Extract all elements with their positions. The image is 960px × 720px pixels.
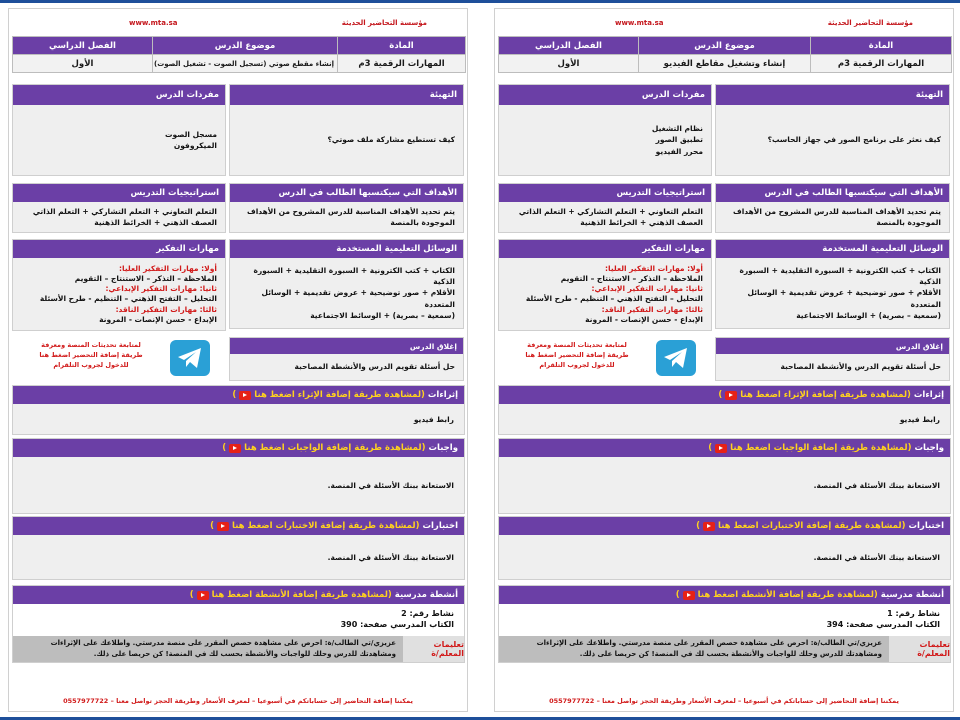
warmup-text: كيف تستطيع مشاركة ملف صوتي؟ — [230, 105, 463, 175]
teacher-label: تعليمات المعلم/ة — [888, 636, 950, 662]
enrichment-text: رابط فيديو — [13, 404, 464, 434]
aid-line: الأقلام + صور توضيحية + عروض تقديمية + الوسائل المتعددة — [261, 288, 455, 309]
aids-title: الوسائل التعليمية المستخدمة — [716, 240, 949, 258]
strategies-title: استراتيجيات التدريس — [13, 184, 225, 202]
objectives-box — [229, 183, 464, 233]
enrichment-header: إثراءات (لمشاهدة طريقة إضافة الإثراء اضغط هنا ) — [13, 386, 464, 404]
strategies-text — [499, 202, 711, 232]
closing-title: إغلاق الدرس — [230, 338, 463, 354]
aid-line: الكتاب + كتب الكترونية + السبورة التقليدية + السبورة الذكية — [253, 265, 455, 287]
warmup-box — [715, 84, 950, 176]
activity-info — [13, 604, 464, 634]
tests-text: الاستعانة ببنك الأسئلة في المنصة. — [499, 535, 950, 579]
vocab-item: نظام التشغيل — [651, 124, 703, 134]
website-link[interactable]: www.mta.sa — [615, 19, 664, 27]
thinking-heading: ثانيا: مهارات التفكير الإبداعي: — [591, 284, 703, 294]
warmup-title: التهيئة — [230, 85, 463, 105]
closing-box — [229, 337, 464, 381]
thinking-text — [13, 258, 225, 330]
youtube-play-icon[interactable] — [703, 522, 715, 531]
semester-value: الأول — [499, 55, 639, 73]
telegram-text[interactable]: لمتابعة تحديثات المنصة ومعرفة طريقة إضافة التحضير اضغط هنا للدخول لجروب التلقرام — [39, 341, 143, 369]
homework-header: واجبات (لمشاهدة طريقة إضافة الواجبات اضغط هنا ) — [13, 439, 464, 457]
lesson-plan-page-2 — [8, 8, 468, 712]
vocab-box — [498, 84, 712, 176]
tests-howto-link[interactable]: (لمشاهدة طريقة إضافة الاختبارات اضغط هنا — [232, 521, 420, 531]
activities-header: أنشطة مدرسية (لمشاهدة طريقة إضافة الأنشطة اضغط هنا ) — [13, 586, 464, 604]
teacher-label: تعليمات المعلم/ة — [402, 636, 464, 662]
strategy-line: التعلم التعاوني + التعلم التشاركي + التعلم الذاتي — [518, 206, 703, 216]
activity-page: 394 — [826, 620, 844, 630]
homework-title: واجبات — [914, 443, 944, 453]
telegram-promo[interactable] — [12, 335, 226, 381]
activities-title: أنشطة مدرسية — [880, 590, 944, 600]
tests-title: اختبارات — [422, 521, 458, 531]
enrichment-howto-link[interactable]: (لمشاهدة طريقة إضافة الإثراء اضغط هنا — [254, 390, 425, 400]
footer-contact: يمكننا إضافة التحاضير إلى حساباتكم في أسبوعيا – لمعرف الأسعار وطريقة الحجز تواصل معنا – 0557977722 — [63, 697, 413, 705]
strategies-title: استراتيجيات التدريس — [499, 184, 711, 202]
teacher-text: عزيزي/تي الطالب/ة: احرص على مشاهدة حصص المقرر على منصة مدرستي. واطلاعك على الإثراءات ومشاهدتك للدرس وحلك للواجبات والأنشطة بحسب لك في المنصة! كن حريصا على ذلك. — [13, 636, 402, 662]
topic-header: موضوع الدرس — [639, 37, 811, 55]
aids-box — [715, 239, 950, 329]
topic-value: إنشاء وتشغيل مقاطع الفيديو — [639, 55, 811, 73]
homework-howto-link[interactable]: (لمشاهدة طريقة إضافة الواجبات اضغط هنا — [730, 443, 912, 453]
tests-header: اختبارات (لمشاهدة طريقة إضافة الاختبارات اضغط هنا ) — [499, 517, 950, 535]
institution-name: مؤسسة التحاضير الحديثة — [341, 19, 427, 27]
semester-value: الأول — [13, 55, 153, 73]
vocab-item: تطبيق الصور — [655, 135, 703, 145]
thinking-heading: ثالثا: مهارات التفكير الناقد: — [601, 304, 703, 314]
tests-title: اختبارات — [908, 521, 944, 531]
subject-header: المادة — [811, 37, 952, 55]
thinking-box — [498, 239, 712, 331]
telegram-promo[interactable] — [498, 335, 712, 381]
aid-line: (سمعية – بصرية) + الوسائط الاجتماعية — [310, 310, 455, 320]
tests-howto-link[interactable]: (لمشاهدة طريقة إضافة الاختبارات اضغط هنا — [718, 521, 906, 531]
thinking-box — [12, 239, 226, 331]
homework-text: الاستعانة ببنك الأسئلة في المنصة. — [13, 457, 464, 513]
aids-title: الوسائل التعليمية المستخدمة — [230, 240, 463, 258]
activities-section — [498, 585, 951, 663]
youtube-play-icon[interactable] — [725, 391, 737, 400]
thinking-line: الملاحظة – التذكر – الاستنتاج – التقويم — [74, 274, 217, 284]
strategy-line: العصف الذهني + الخرائط الذهنية — [580, 218, 703, 227]
thinking-line: الإبداع - حسن الإنصات - المرونة — [99, 314, 217, 324]
homework-text: الاستعانة ببنك الأسئلة في المنصة. — [499, 457, 950, 513]
institution-name: مؤسسة التحاضير الحديثة — [827, 19, 913, 27]
youtube-play-icon[interactable] — [239, 391, 251, 400]
thinking-line: الإبداع - حسن الإنصات - المرونة — [585, 314, 703, 324]
vocab-box — [12, 84, 226, 176]
topic-header: موضوع الدرس — [153, 37, 338, 55]
enrichment-title: إثراءات — [913, 390, 944, 400]
enrichment-header: إثراءات (لمشاهدة طريقة إضافة الإثراء اضغط هنا ) — [499, 386, 950, 404]
strategy-line: العصف الذهني + الخرائط الذهنية — [94, 218, 217, 227]
vocab-item: محرر الفيديو — [655, 146, 703, 156]
activity-num: 2 — [401, 609, 407, 618]
thinking-heading: ثالثا: مهارات التفكير الناقد: — [115, 304, 217, 314]
activity-info — [499, 604, 950, 634]
vocab-item: الميكروفون — [173, 141, 217, 150]
activities-header: أنشطة مدرسية (لمشاهدة طريقة إضافة الأنشطة اضغط هنا ) — [499, 586, 950, 604]
strategies-box — [12, 183, 226, 233]
thinking-title: مهارات التفكير — [499, 240, 711, 258]
vocab-title: مفردات الدرس — [499, 85, 711, 105]
activities-section — [12, 585, 465, 663]
teacher-instructions — [13, 636, 464, 662]
activities-howto-link[interactable]: (لمشاهدة طريقة إضافة الأنشطة اضغط هنا — [211, 590, 392, 600]
aids-text — [230, 258, 463, 328]
closing-text: حل أسئلة تقويم الدرس والأنشطة المصاحبة — [230, 354, 463, 380]
objectives-title: الأهداف التي سيكتسبها الطالب في الدرس — [230, 184, 463, 202]
vocab-title: مفردات الدرس — [13, 85, 225, 105]
tests-section — [12, 516, 465, 580]
activities-title: أنشطة مدرسية — [394, 590, 458, 600]
vocab-item: مسجل الصوت — [164, 129, 217, 139]
homework-howto-link[interactable]: (لمشاهدة طريقة إضافة الواجبات اضغط هنا — [244, 443, 426, 453]
activity-page-label: الكتاب المدرسي صفحة: — [360, 620, 454, 630]
youtube-play-icon[interactable] — [683, 591, 695, 600]
youtube-play-icon[interactable] — [217, 522, 229, 531]
aids-text — [716, 258, 949, 328]
warmup-box — [229, 84, 464, 176]
homework-header: واجبات (لمشاهدة طريقة إضافة الواجبات اضغط هنا ) — [499, 439, 950, 457]
youtube-play-icon[interactable] — [715, 444, 727, 453]
tests-header: اختبارات (لمشاهدة طريقة إضافة الاختبارات اضغط هنا ) — [13, 517, 464, 535]
closing-text: حل أسئلة تقويم الدرس والأنشطة المصاحبة — [716, 354, 949, 380]
enrichment-section — [12, 385, 465, 435]
aid-line: الأقلام + صور توضيحية + عروض تقديمية + الوسائل المتعددة — [747, 288, 941, 309]
lesson-plan-page-1 — [494, 8, 954, 712]
thinking-heading: ثانيا: مهارات التفكير الإبداعي: — [105, 284, 217, 294]
semester-header: الفصل الدراسي — [13, 37, 153, 55]
activity-num-label: نشاط رقم: — [895, 609, 940, 618]
objectives-text: يتم تحديد الأهداف المناسبة للدرس المشروح من الأهداف الموجودة بالمنصة — [716, 202, 949, 232]
thinking-title: مهارات التفكير — [13, 240, 225, 258]
homework-section — [12, 438, 465, 514]
objectives-title: الأهداف التي سيكتسبها الطالب في الدرس — [716, 184, 949, 202]
enrichment-howto-link[interactable]: (لمشاهدة طريقة إضافة الإثراء اضغط هنا — [740, 390, 911, 400]
enrichment-text: رابط فيديو — [499, 404, 950, 434]
telegram-icon[interactable] — [170, 340, 210, 376]
aid-line: (سمعية – بصرية) + الوسائط الاجتماعية — [796, 310, 941, 320]
aid-line: الكتاب + كتب الكترونية + السبورة التقليدية + السبورة الذكية — [739, 265, 941, 287]
thinking-heading: أولا: مهارات التفكير العليا: — [605, 264, 703, 273]
closing-box — [715, 337, 950, 381]
youtube-play-icon[interactable] — [229, 444, 241, 453]
teacher-text: عزيزي/تي الطالب/ة: احرص على مشاهدة حصص المقرر على منصة مدرستي. واطلاعك على الإثراءات ومشاهدتك للدرس وحلك للواجبات والأنشطة بحسب لك في المنصة! كن حريصا على ذلك. — [499, 636, 888, 662]
thinking-line: الملاحظة – التذكر – الاستنتاج – التقويم — [560, 274, 703, 284]
semester-header: الفصل الدراسي — [499, 37, 639, 55]
subject-value: المهارات الرقمية 3م — [338, 55, 466, 73]
warmup-title: التهيئة — [716, 85, 949, 105]
warmup-text: كيف نعثر على برنامج الصور في جهاز الحاسب؟ — [716, 105, 949, 175]
thinking-line: التحليل – التفتح الذهني – التنظيم - طرح الأسئلة — [525, 294, 703, 304]
topic-value: إنشاء مقطع صوتي (تسجيل الصوت - تشغيل الصوت) — [153, 55, 338, 73]
activities-howto-link[interactable]: (لمشاهدة طريقة إضافة الأنشطة اضغط هنا — [697, 590, 878, 600]
footer-contact: يمكننا إضافة التحاضير إلى حساباتكم في أسبوعيا – لمعرف الأسعار وطريقة الحجز تواصل معنا – 0557977722 — [549, 697, 899, 705]
subject-header: المادة — [338, 37, 466, 55]
thinking-text — [499, 258, 711, 330]
website-link[interactable]: www.mta.sa — [129, 19, 178, 27]
objectives-box — [715, 183, 950, 233]
activity-num: 1 — [887, 609, 893, 618]
thinking-heading: أولا: مهارات التفكير العليا: — [119, 264, 217, 273]
homework-section — [498, 438, 951, 514]
youtube-play-icon[interactable] — [197, 591, 209, 600]
teacher-instructions — [499, 636, 950, 662]
frame-top-border — [0, 0, 960, 3]
activity-page: 390 — [340, 620, 358, 630]
enrichment-section — [498, 385, 951, 435]
subject-value: المهارات الرقمية 3م — [811, 55, 952, 73]
objectives-text: يتم تحديد الأهداف المناسبة للدرس المشروح من الأهداف الموجودة بالمنصة — [230, 202, 463, 232]
activity-num-label: نشاط رقم: — [409, 609, 454, 618]
aids-box — [229, 239, 464, 329]
strategies-text — [13, 202, 225, 232]
telegram-icon[interactable] — [656, 340, 696, 376]
tests-text: الاستعانة ببنك الأسئلة في المنصة. — [13, 535, 464, 579]
enrichment-title: إثراءات — [427, 390, 458, 400]
homework-title: واجبات — [428, 443, 458, 453]
strategies-box — [498, 183, 712, 233]
activity-page-label: الكتاب المدرسي صفحة: — [846, 620, 940, 630]
vocab-list — [499, 105, 711, 175]
thinking-line: التحليل – التفتح الذهني – التنظيم - طرح الأسئلة — [39, 294, 217, 304]
subject-table — [12, 36, 466, 73]
subject-table — [498, 36, 952, 73]
closing-title: إغلاق الدرس — [716, 338, 949, 354]
tests-section — [498, 516, 951, 580]
strategy-line: التعلم التعاوني + التعلم التشاركي + التعلم الذاتي — [32, 206, 217, 216]
telegram-text[interactable]: لمتابعة تحديثات المنصة ومعرفة طريقة إضافة التحضير اضغط هنا للدخول لجروب التلقرام — [525, 341, 629, 369]
vocab-list — [13, 105, 225, 175]
